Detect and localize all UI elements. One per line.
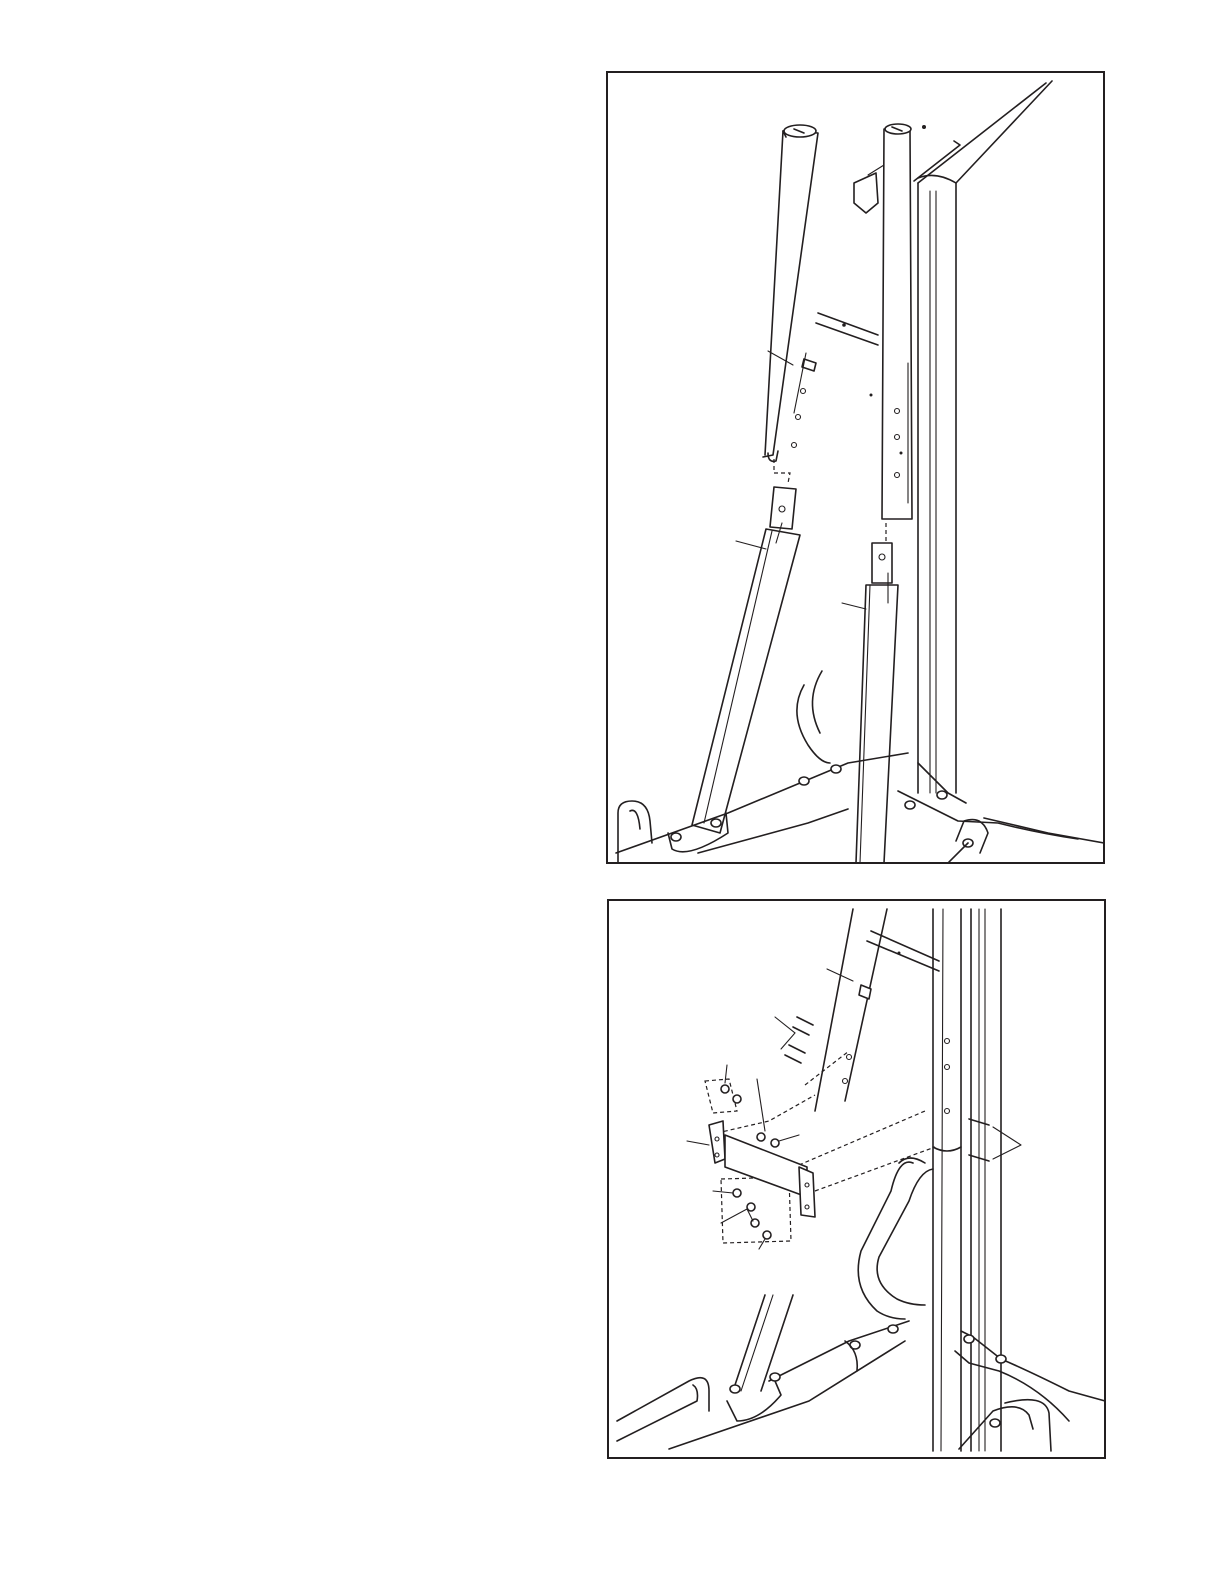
curved-tube [858,1158,933,1319]
left-leg-upper [815,909,939,1111]
left-leg-lower [733,1295,793,1391]
right-leg-lower [842,543,898,863]
left-leg-lower [692,487,800,833]
rear-upright [914,81,1052,793]
rear-upright [933,909,1001,1451]
pins [775,1017,1021,1161]
assembly-figure-2 [607,899,1106,1459]
base-frame [617,1321,1105,1451]
left-leg-upper [763,125,878,461]
assembly-drawing-2 [609,901,1106,1459]
assembly-drawing-1 [608,73,1105,864]
right-leg-upper [854,124,912,519]
assembly-figure-1 [606,71,1105,864]
